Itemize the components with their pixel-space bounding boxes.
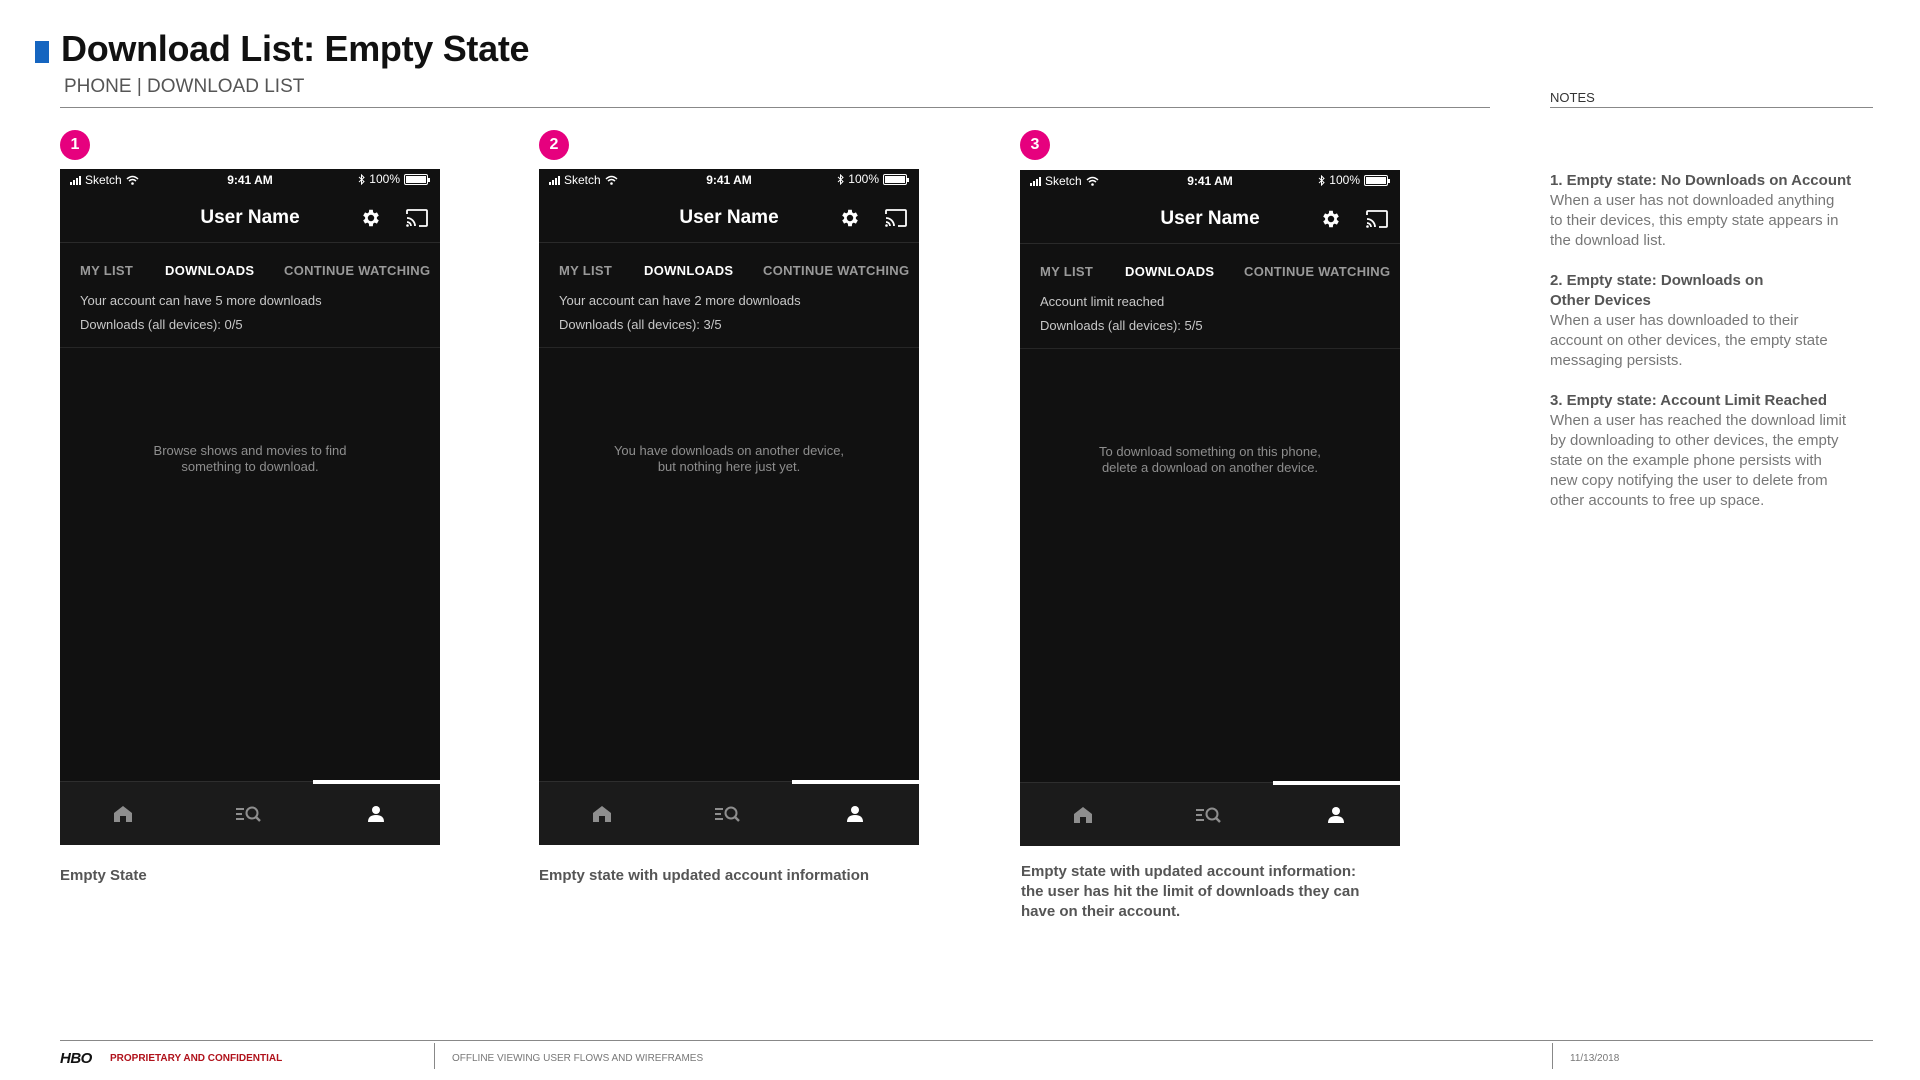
document-date: 11/13/2018	[1570, 1053, 1620, 1064]
empty-state-line: To download something on this phone,	[1099, 444, 1321, 459]
profile-icon	[846, 805, 864, 823]
tab-bar	[60, 255, 440, 285]
app-header	[539, 191, 919, 243]
gear-icon	[839, 207, 861, 229]
screen-caption-1: Empty State	[60, 867, 147, 884]
phone-screen-3	[1020, 170, 1400, 846]
notes-panel	[1550, 171, 1880, 531]
footer-divider	[60, 1040, 1873, 1041]
empty-state-line: but nothing here just yet.	[657, 459, 801, 474]
download-allowance-text: Your account can have 2 more downloads	[559, 293, 801, 308]
step-badge-3: 3	[1020, 130, 1050, 160]
battery-percent: 100%	[848, 172, 879, 186]
empty-state-line: delete a download on another device.	[1101, 460, 1319, 475]
search-icon	[715, 805, 741, 823]
nav-home-button[interactable]	[589, 802, 615, 826]
home-icon	[113, 805, 133, 823]
tab-my-list[interactable]: MY LIST	[559, 263, 613, 278]
note-title: 3. Empty state: Account Limit Reached	[1550, 392, 1828, 409]
status-bar	[60, 169, 440, 191]
note-body-line: When a user has reached the download limit	[1550, 412, 1847, 429]
carrier-label: Sketch	[85, 173, 122, 187]
cast-button[interactable]	[1364, 206, 1390, 232]
note-body-line: When a user has downloaded to their	[1550, 312, 1799, 329]
nav-home-button[interactable]	[110, 802, 136, 826]
profile-user-name: User Name	[1160, 208, 1260, 229]
tab-continue-watching[interactable]: CONTINUE WATCHING	[1244, 264, 1391, 279]
home-icon	[592, 805, 612, 823]
search-icon	[236, 805, 262, 823]
app-header	[1020, 192, 1400, 244]
note-body-line: account on other devices, the empty state	[1550, 332, 1828, 349]
tab-continue-watching[interactable]: CONTINUE WATCHING	[284, 263, 431, 278]
status-bar	[1020, 170, 1400, 192]
note-body-line: state on the example phone persists with	[1550, 452, 1822, 469]
page-title: Download List: Empty State	[61, 28, 530, 69]
cast-button[interactable]	[404, 205, 430, 231]
battery-percent: 100%	[1329, 173, 1360, 187]
note-body-line: the download list.	[1550, 232, 1666, 249]
empty-state-message	[1050, 444, 1370, 476]
tab-downloads[interactable]: DOWNLOADS	[165, 263, 255, 278]
note-title: 2. Empty state: Downloads on	[1550, 272, 1764, 289]
status-time: 9:41 AM	[706, 173, 752, 187]
phone-screen-1	[60, 169, 440, 845]
status-bar	[539, 169, 919, 191]
battery-icon	[404, 174, 428, 185]
empty-state-line: Browse shows and movies to find	[153, 443, 347, 458]
cast-icon	[884, 208, 908, 228]
bluetooth-icon	[837, 174, 844, 185]
step-badge-1: 1	[60, 130, 90, 160]
phone-screen-2	[539, 169, 919, 845]
home-icon	[1073, 806, 1093, 824]
step-badge-2: 2	[539, 130, 569, 160]
account-info-divider	[1020, 348, 1400, 349]
download-allowance-text: Your account can have 5 more downloads	[80, 293, 322, 308]
tab-downloads[interactable]: DOWNLOADS	[644, 263, 734, 278]
settings-button[interactable]	[358, 205, 384, 231]
status-time: 9:41 AM	[227, 173, 273, 187]
tab-bar	[539, 255, 919, 285]
footer-separator	[434, 1043, 435, 1069]
nav-profile-button[interactable]	[842, 802, 868, 826]
battery-icon	[883, 174, 907, 185]
nav-search-button[interactable]	[715, 802, 741, 826]
screen-caption-2: Empty state with updated account information	[539, 867, 870, 884]
downloads-count-text: Downloads (all devices): 5/5	[1040, 318, 1203, 333]
tab-my-list[interactable]: MY LIST	[80, 263, 134, 278]
empty-state-line: You have downloads on another device,	[613, 443, 845, 458]
caption-line: Empty state with updated account information:	[1021, 863, 1357, 880]
tab-continue-watching[interactable]: CONTINUE WATCHING	[763, 263, 910, 278]
profile-user-name: User Name	[679, 207, 779, 228]
bluetooth-icon	[1318, 175, 1325, 186]
tab-my-list[interactable]: MY LIST	[1040, 264, 1094, 279]
nav-home-button[interactable]	[1070, 803, 1096, 827]
search-icon	[1196, 806, 1222, 824]
downloads-count-text: Downloads (all devices): 3/5	[559, 317, 722, 332]
battery-percent: 100%	[369, 172, 400, 186]
caption-line: have on their account.	[1021, 903, 1181, 920]
empty-state-message	[90, 443, 410, 475]
bottom-nav	[60, 781, 440, 845]
profile-icon	[367, 805, 385, 823]
note-title: 1. Empty state: No Downloads on Account	[1550, 172, 1852, 189]
app-header	[60, 191, 440, 243]
notes-label: NOTES	[1550, 90, 1595, 105]
page-subtitle: PHONE | DOWNLOAD LIST	[64, 76, 305, 97]
active-nav-indicator	[313, 780, 440, 784]
carrier-label: Sketch	[1045, 174, 1082, 188]
footer-separator	[1552, 1043, 1553, 1069]
note-body-line: messaging persists.	[1550, 352, 1683, 369]
note-2	[1550, 271, 1880, 371]
cast-icon	[1365, 209, 1389, 229]
note-body-line: other accounts to free up space.	[1550, 492, 1765, 509]
note-body-line: to their devices, this empty state appears in	[1550, 212, 1839, 229]
screen-caption-3	[1021, 862, 1359, 922]
confidential-label: PROPRIETARY AND CONFIDENTIAL	[110, 1053, 283, 1064]
cast-icon	[405, 208, 429, 228]
note-body-line: When a user has not downloaded anything	[1550, 192, 1835, 209]
nav-profile-button[interactable]	[363, 802, 389, 826]
nav-profile-button[interactable]	[1323, 803, 1349, 827]
bluetooth-icon	[358, 174, 365, 185]
settings-button[interactable]	[837, 205, 863, 231]
carrier-label: Sketch	[564, 173, 601, 187]
gear-icon	[360, 207, 382, 229]
note-1	[1550, 171, 1880, 251]
notes-divider	[1550, 107, 1873, 108]
header-divider	[60, 107, 1490, 108]
status-time: 9:41 AM	[1187, 174, 1233, 188]
nav-search-button[interactable]	[236, 802, 262, 826]
active-nav-indicator	[792, 780, 919, 784]
downloads-count-text: Downloads (all devices): 0/5	[80, 317, 243, 332]
hbo-logo: HBO	[60, 1050, 92, 1067]
note-3	[1550, 391, 1880, 511]
settings-button[interactable]	[1318, 206, 1344, 232]
active-nav-indicator	[1273, 781, 1400, 785]
caption-line: the user has hit the limit of downloads they can	[1021, 883, 1360, 900]
document-name: OFFLINE VIEWING USER FLOWS AND WIREFRAMES	[452, 1053, 704, 1064]
profile-user-name: User Name	[200, 207, 300, 228]
title-accent-bar	[35, 41, 49, 63]
bottom-nav	[539, 781, 919, 845]
account-info-divider	[60, 347, 440, 348]
note-body-line: new copy notifying the user to delete from	[1550, 472, 1828, 489]
tab-bar	[1020, 256, 1400, 286]
profile-icon	[1327, 806, 1345, 824]
bottom-nav	[1020, 782, 1400, 846]
empty-state-line: something to download.	[181, 459, 319, 474]
gear-icon	[1320, 208, 1342, 230]
tab-downloads[interactable]: DOWNLOADS	[1125, 264, 1215, 279]
note-body-line: by downloading to other devices, the empty	[1550, 432, 1839, 449]
note-title: Other Devices	[1550, 292, 1651, 309]
account-limit-text: Account limit reached	[1040, 294, 1165, 309]
empty-state-message	[569, 443, 889, 475]
battery-icon	[1364, 175, 1388, 186]
account-info-divider	[539, 347, 919, 348]
nav-search-button[interactable]	[1196, 803, 1222, 827]
cast-button[interactable]	[883, 205, 909, 231]
